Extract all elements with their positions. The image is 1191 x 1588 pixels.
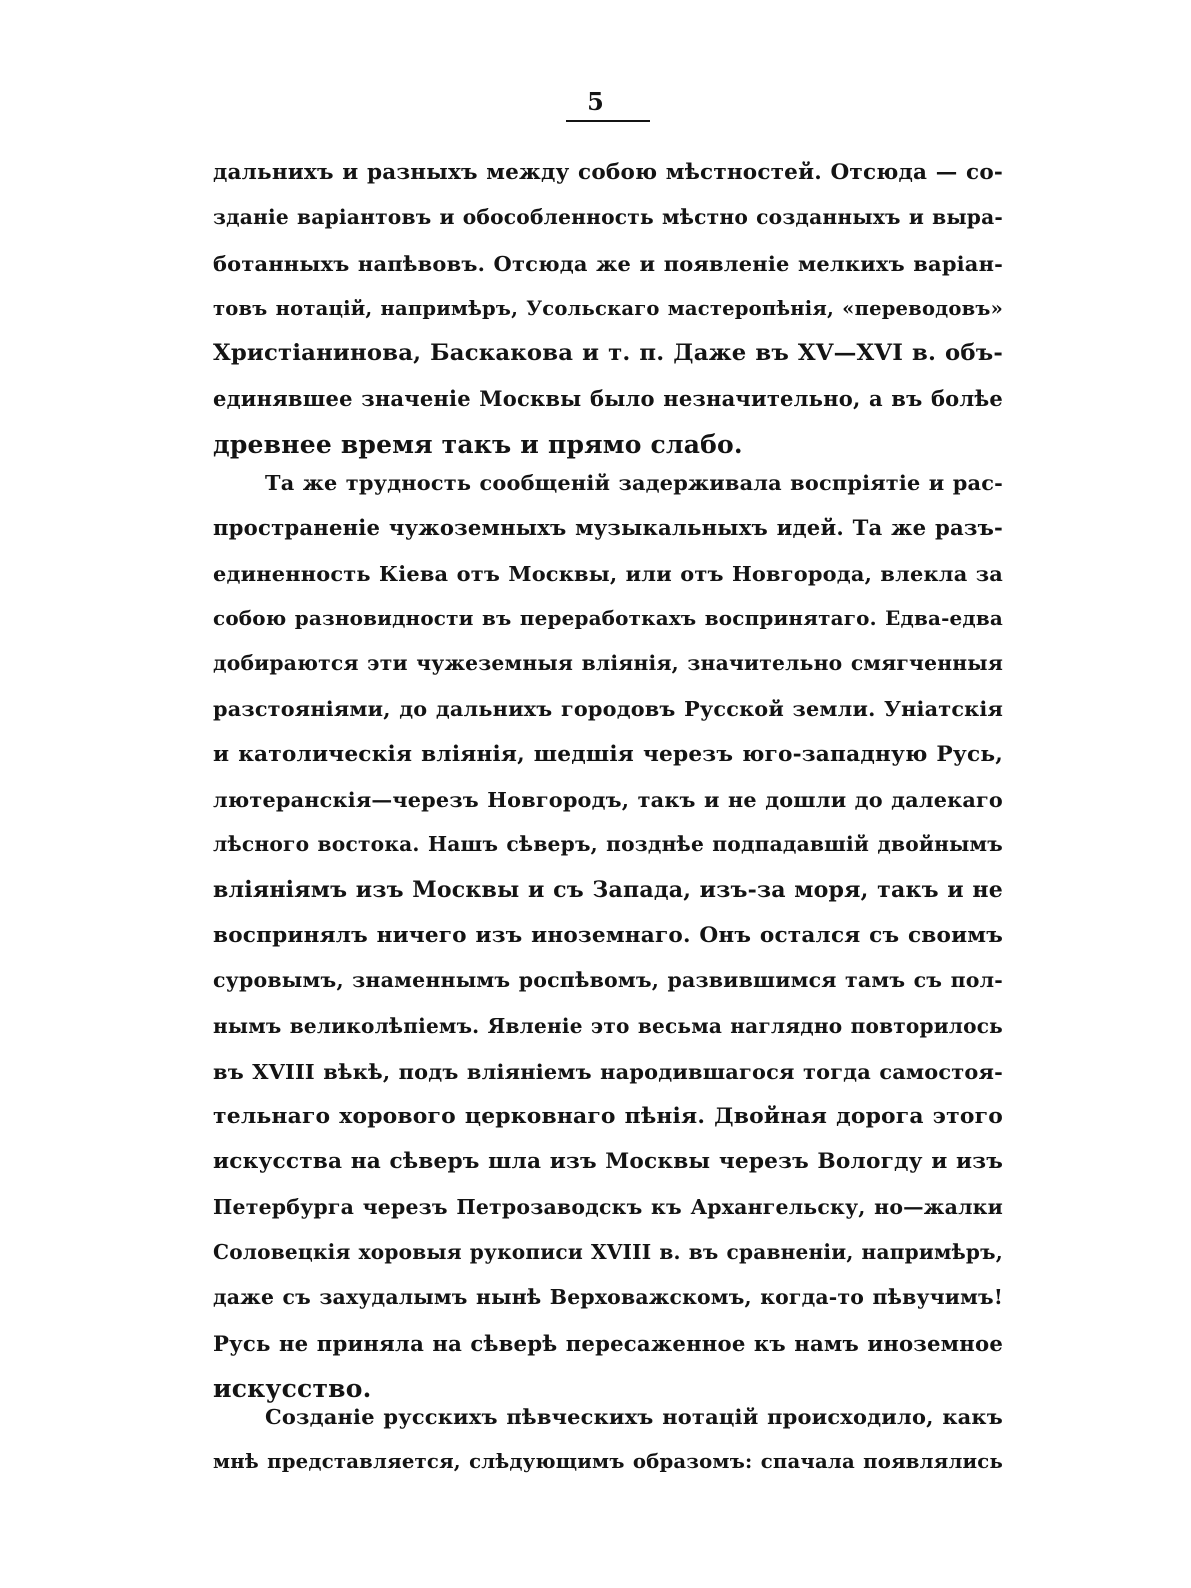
text-line: Созданіе русскихъ пѣвческихъ нотацій происходило, какъ bbox=[265, 1404, 1003, 1429]
text-line: нымъ великолѣпіемъ. Явленіе это весьма наглядно повторилось bbox=[213, 1013, 1003, 1038]
paragraph-1 bbox=[213, 150, 1003, 467]
text-line: искусства на сѣверъ шла изъ Москвы черезъ Вологду и изъ bbox=[213, 1149, 1003, 1175]
text-line: товъ нотацій, напримѣръ, Усольскаго мастеропѣнія, «переводовъ» bbox=[213, 296, 1003, 320]
text-line: и католическія вліянія, шедшія черезъ юго-западную Русь, bbox=[213, 741, 1003, 767]
text-line: собою разновидности въ переработкахъ воспринятаго. Едва-едва bbox=[213, 605, 1003, 630]
text-line: единенность Кіева отъ Москвы, или отъ Новгорода, влекла за bbox=[213, 560, 1003, 586]
text-line: единявшее значеніе Москвы было незначительно, а въ болѣе bbox=[213, 386, 1003, 412]
text-line: Петербурга черезъ Петрозаводскъ къ Архангельску, но—жалки bbox=[213, 1194, 1003, 1219]
text-line: въ XVIII вѣкѣ, подъ вліяніемъ народившагося тогда самостоя- bbox=[213, 1058, 1003, 1084]
text-line: дальнихъ и разныхъ между собою мѣстностей. Отсюда — со- bbox=[213, 160, 1003, 185]
text-line: тельнаго хорового церковнаго пѣнія. Двойная дорога этого bbox=[213, 1103, 1003, 1130]
text-line: пространеніе чужоземныхъ музыкальныхъ идей. Та же разъ- bbox=[213, 515, 1003, 541]
text-line: воспринялъ ничего изъ иноземнаго. Онъ остался съ своимъ bbox=[213, 922, 1003, 948]
text-line: зданіе варіантовъ и обособленность мѣстно созданныхъ и выра- bbox=[213, 205, 1003, 230]
text-line: древнее время такъ и прямо слабо. bbox=[213, 429, 743, 459]
paragraph-3 bbox=[213, 1394, 1003, 1485]
text-line: добираются эти чужеземныя вліянія, значительно смягченныя bbox=[213, 651, 1003, 676]
page-number: 5 bbox=[587, 87, 604, 116]
text-line: лѣсного востока. Нашъ сѣверъ, позднѣе подпадавшій двойнымъ bbox=[213, 832, 1003, 857]
text-line: разстояніями, до дальнихъ городовъ Русской земли. Уніатскія bbox=[213, 696, 1003, 722]
paragraph-2 bbox=[213, 460, 1003, 1411]
text-line: даже съ захудалымъ нынѣ Верховажскомъ, когда-то пѣвучимъ! bbox=[213, 1285, 1003, 1310]
text-line: Русь не приняла на сѣверѣ пересаженное къ намъ иноземное bbox=[213, 1330, 1003, 1356]
text-line: вліяніямъ изъ Москвы и съ Запада, изъ-за моря, такъ и не bbox=[213, 876, 1003, 903]
text-line: Соловецкія хоровыя рукописи XVIII в. въ сравненіи, напримѣръ, bbox=[213, 1240, 1003, 1265]
text-line: мнѣ представляется, слѣдующимъ образомъ: спачала появлялись bbox=[213, 1450, 1003, 1474]
text-line: Христіанинова, Баскакова и т. п. Даже въ XV—XVI в. объ- bbox=[213, 340, 1003, 367]
text-line: ботанныхъ напѣвовъ. Отсюда же и появленіе мелкихъ варіан- bbox=[213, 250, 1003, 276]
text-line: Та же трудность сообщеній задерживала воспріятіе и рас- bbox=[265, 470, 1003, 495]
text-line: искусство. bbox=[213, 1373, 372, 1403]
text-line: суровымъ, знаменнымъ роспѣвомъ, развившимся тамъ съ пол- bbox=[213, 968, 1003, 993]
header-rule bbox=[566, 120, 650, 122]
text-line: лютеранскія—черезъ Новгородъ, такъ и не дошли до далекаго bbox=[213, 787, 1003, 813]
